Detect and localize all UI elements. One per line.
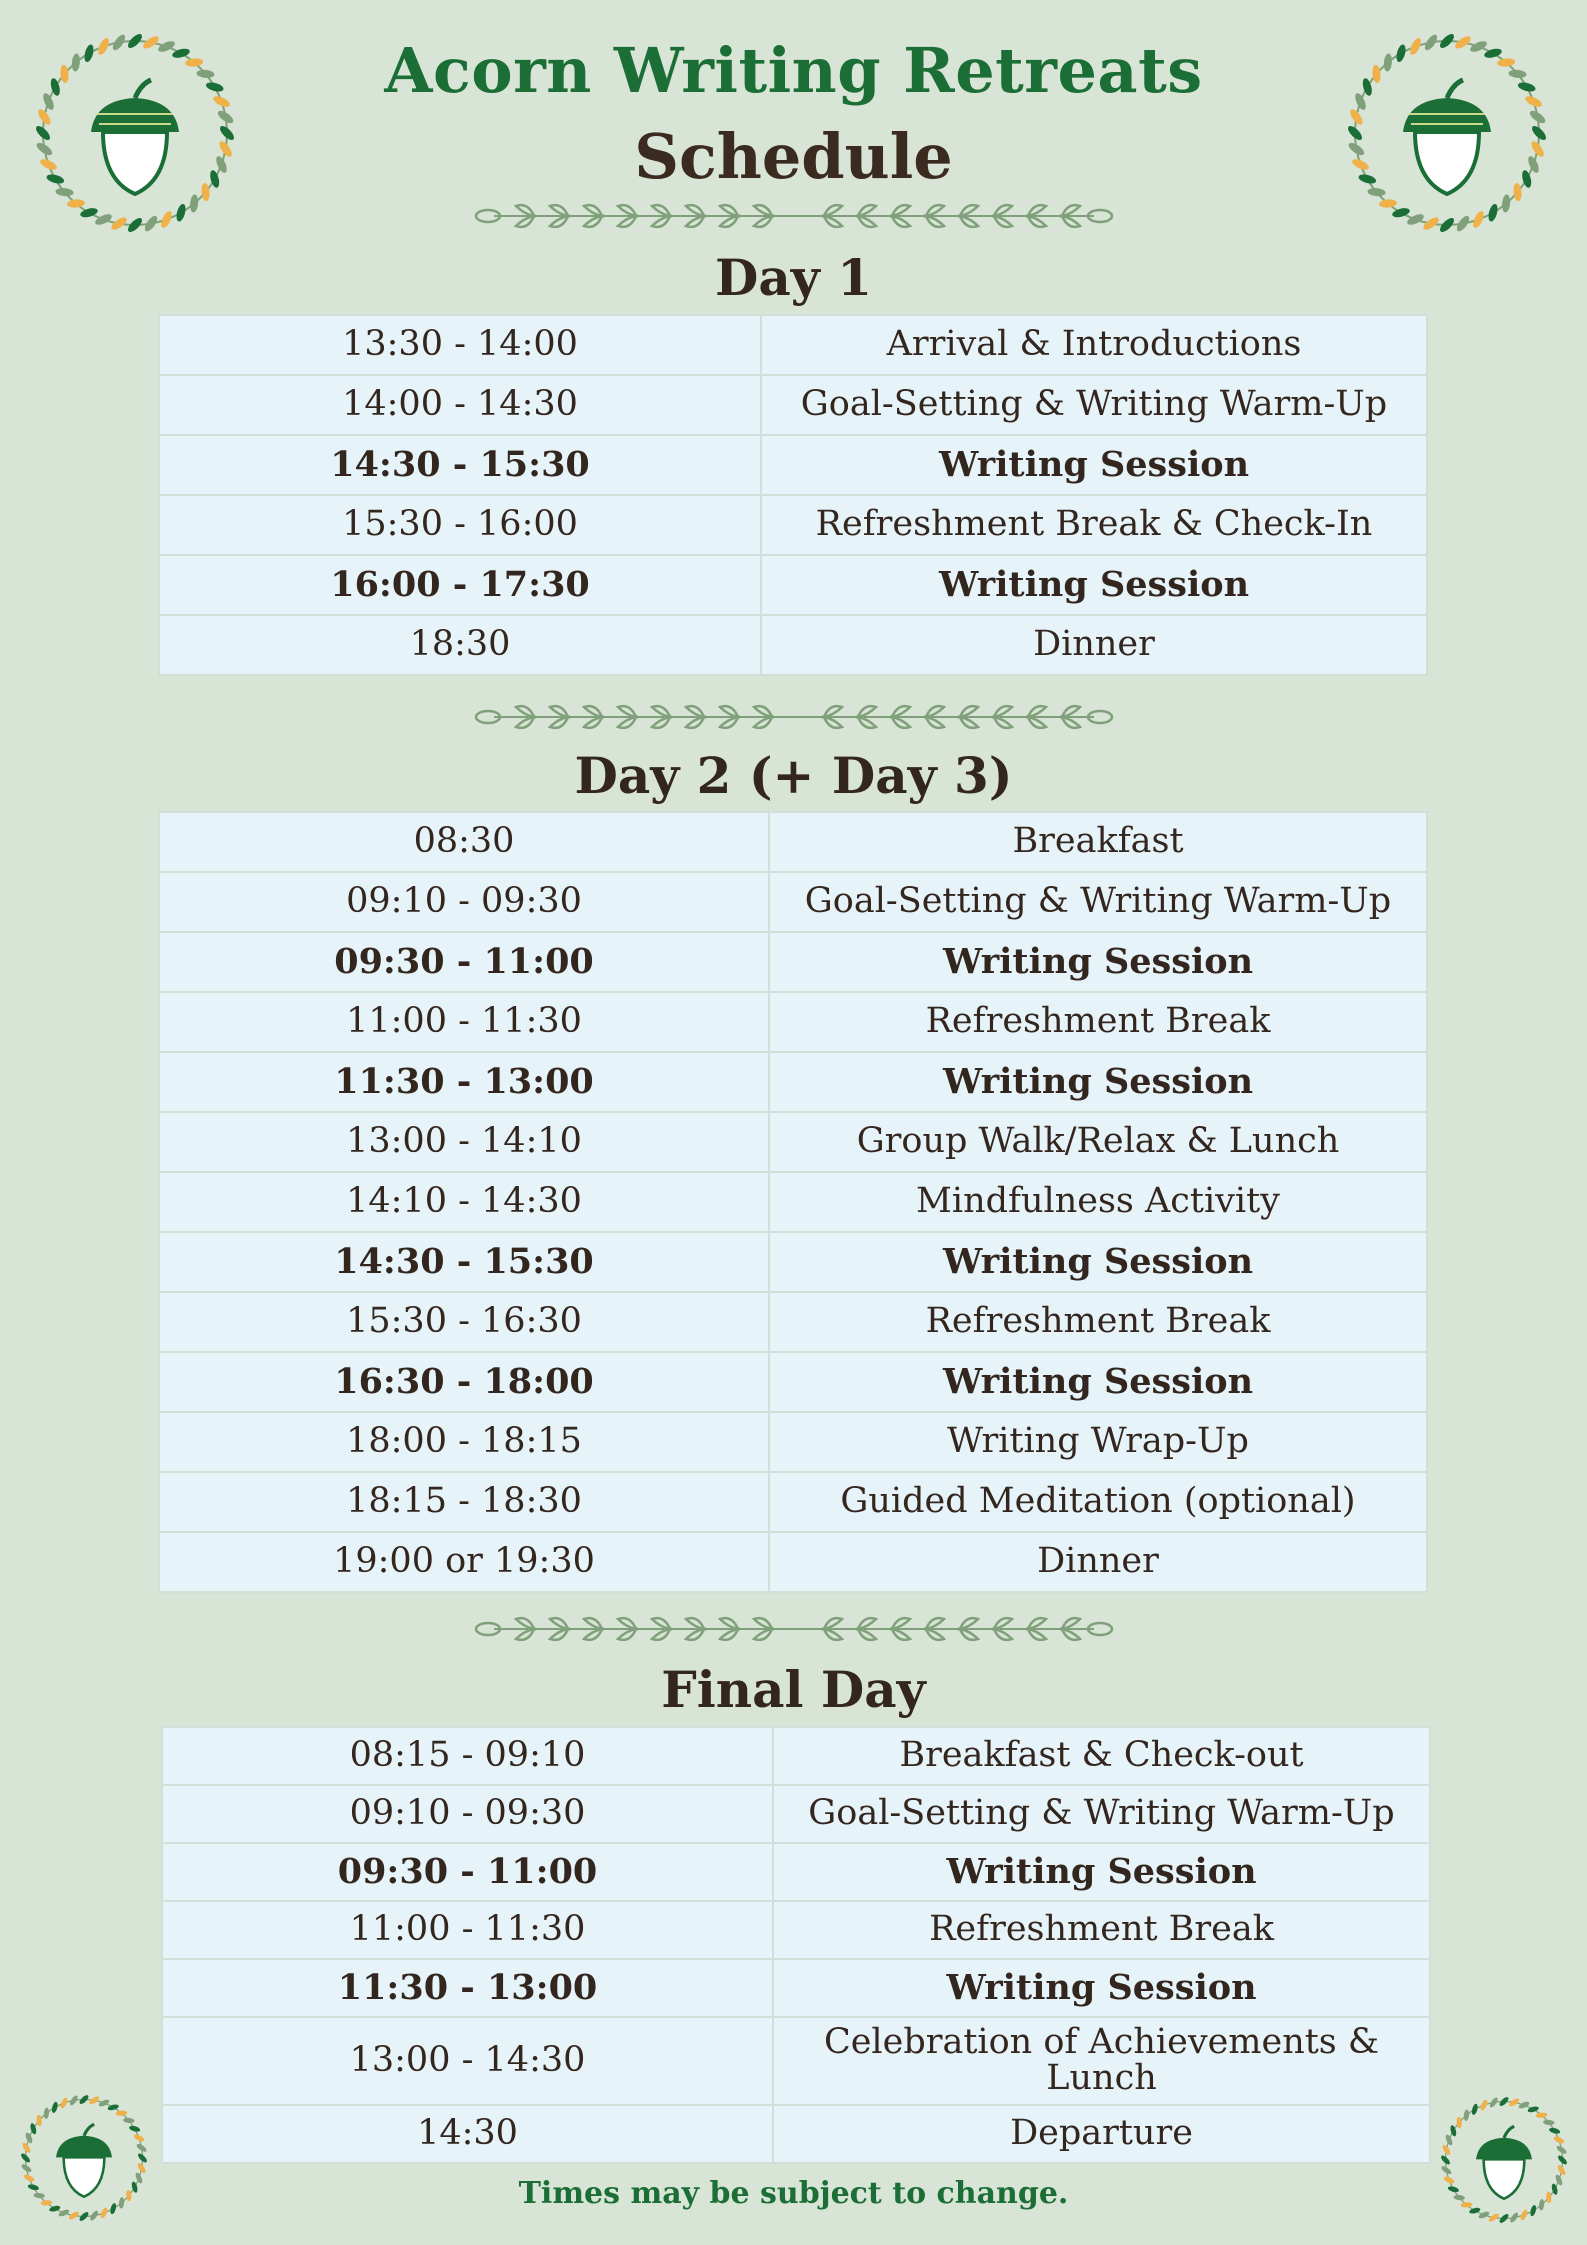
schedule-activity: Departure [773, 2105, 1430, 2163]
schedule-activity: Mindfulness Activity [769, 1172, 1427, 1232]
schedule-row [162, 1785, 1430, 1843]
schedule-row [159, 1232, 1427, 1292]
schedule-row [162, 2017, 1430, 2105]
schedule-time: 11:30 - 13:00 [159, 1052, 769, 1112]
day2-schedule-table [158, 811, 1428, 1593]
schedule-row [162, 1727, 1430, 1785]
acorn-wreath-icon [1436, 2092, 1572, 2228]
schedule-time: 09:10 - 09:30 [162, 1785, 773, 1843]
schedule-time: 18:30 [159, 615, 761, 675]
schedule-time: 11:30 - 13:00 [162, 1959, 773, 2017]
schedule-row [159, 1412, 1427, 1472]
schedule-row [159, 615, 1427, 675]
schedule-activity: Writing Session [761, 555, 1427, 615]
schedule-row [159, 812, 1427, 872]
schedule-activity: Writing Wrap-Up [769, 1412, 1427, 1472]
schedule-time: 11:00 - 11:30 [159, 992, 769, 1052]
day1-heading: Day 1 [714, 248, 872, 307]
schedule-activity: Goal-Setting & Writing Warm-Up [769, 872, 1427, 932]
schedule-activity: Writing Session [769, 1052, 1427, 1112]
final-day-heading: Final Day [661, 1660, 926, 1719]
schedule-row [159, 1112, 1427, 1172]
schedule-activity: Goal-Setting & Writing Warm-Up [773, 1785, 1430, 1843]
schedule-time: 14:30 - 15:30 [159, 1232, 769, 1292]
schedule-row [159, 1472, 1427, 1532]
schedule-row [162, 2105, 1430, 2163]
schedule-row [159, 1292, 1427, 1352]
schedule-activity: Writing Session [769, 1352, 1427, 1412]
schedule-activity: Breakfast & Check-out [773, 1727, 1430, 1785]
schedule-activity: Arrival & Introductions [761, 315, 1427, 375]
day2-heading: Day 2 (+ Day 3) [574, 746, 1013, 805]
schedule-time: 13:30 - 14:00 [159, 315, 761, 375]
schedule-activity: Refreshment Break [769, 992, 1427, 1052]
schedule-row [159, 992, 1427, 1052]
schedule-activity: Writing Session [769, 932, 1427, 992]
schedule-time: 14:10 - 14:30 [159, 1172, 769, 1232]
schedule-time: 13:00 - 14:10 [159, 1112, 769, 1172]
schedule-row [159, 1052, 1427, 1112]
schedule-time: 14:30 [162, 2105, 773, 2163]
acorn-wreath-icon [16, 2090, 152, 2226]
schedule-time: 19:00 or 19:30 [159, 1532, 769, 1592]
schedule-activity: Dinner [761, 615, 1427, 675]
schedule-row [159, 1352, 1427, 1412]
schedule-row [159, 315, 1427, 375]
page-subtitle: Schedule [634, 120, 953, 193]
schedule-time: 11:00 - 11:30 [162, 1901, 773, 1959]
final-day-schedule-table [161, 1726, 1431, 2164]
schedule-time: 09:10 - 09:30 [159, 872, 769, 932]
schedule-time: 16:30 - 18:00 [159, 1352, 769, 1412]
schedule-time: 15:30 - 16:30 [159, 1292, 769, 1352]
schedule-row [159, 1532, 1427, 1592]
schedule-activity: Guided Meditation (optional) [769, 1472, 1427, 1532]
schedule-time: 13:00 - 14:30 [162, 2017, 773, 2105]
schedule-time: 18:00 - 18:15 [159, 1412, 769, 1472]
page-title: Acorn Writing Retreats [384, 34, 1203, 107]
schedule-activity: Refreshment Break & Check-In [761, 495, 1427, 555]
laurel-divider-icon [0, 196, 1587, 236]
schedule-time: 08:15 - 09:10 [162, 1727, 773, 1785]
laurel-divider-icon [0, 697, 1587, 737]
schedule-time: 18:15 - 18:30 [159, 1472, 769, 1532]
laurel-divider-icon [0, 1609, 1587, 1649]
schedule-time: 08:30 [159, 812, 769, 872]
schedule-activity: Writing Session [769, 1232, 1427, 1292]
schedule-activity: Refreshment Break [773, 1901, 1430, 1959]
schedule-row [159, 375, 1427, 435]
schedule-row [159, 555, 1427, 615]
schedule-time: 09:30 - 11:00 [162, 1843, 773, 1901]
schedule-activity: Celebration of Achievements & Lunch [773, 2017, 1430, 2105]
schedule-activity: Refreshment Break [769, 1292, 1427, 1352]
schedule-time: 16:00 - 17:30 [159, 555, 761, 615]
schedule-time: 14:30 - 15:30 [159, 435, 761, 495]
schedule-time: 09:30 - 11:00 [159, 932, 769, 992]
schedule-activity: Breakfast [769, 812, 1427, 872]
schedule-row [159, 932, 1427, 992]
footnote: Times may be subject to change. [518, 2176, 1069, 2211]
schedule-row [162, 1843, 1430, 1901]
schedule-row [159, 872, 1427, 932]
schedule-time: 15:30 - 16:00 [159, 495, 761, 555]
schedule-row [162, 1901, 1430, 1959]
schedule-activity: Dinner [769, 1532, 1427, 1592]
schedule-row [159, 435, 1427, 495]
schedule-activity: Writing Session [773, 1959, 1430, 2017]
schedule-activity: Writing Session [773, 1843, 1430, 1901]
schedule-activity: Group Walk/Relax & Lunch [769, 1112, 1427, 1172]
schedule-activity: Goal-Setting & Writing Warm-Up [761, 375, 1427, 435]
schedule-row [162, 1959, 1430, 2017]
day1-schedule-table [158, 314, 1428, 676]
schedule-time: 14:00 - 14:30 [159, 375, 761, 435]
schedule-row [159, 1172, 1427, 1232]
schedule-row [159, 495, 1427, 555]
schedule-activity: Writing Session [761, 435, 1427, 495]
